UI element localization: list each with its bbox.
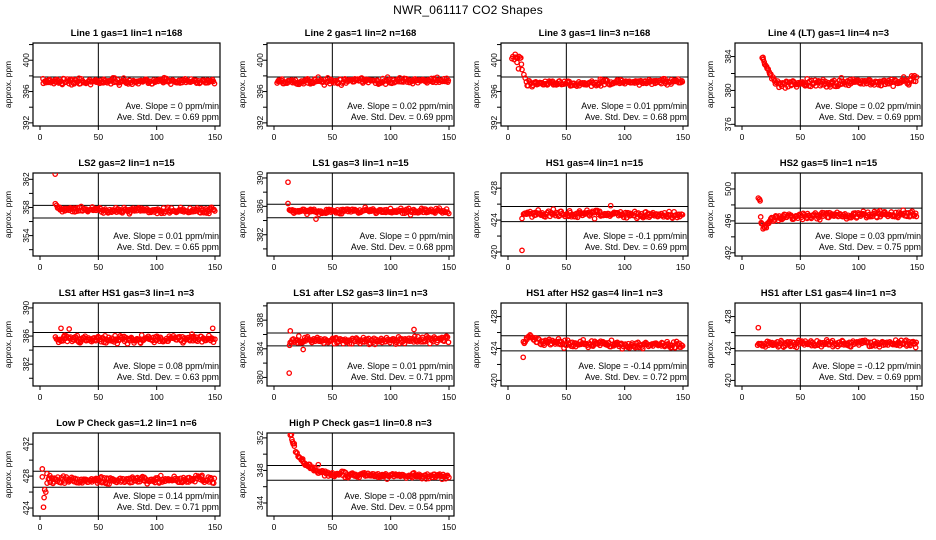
y-tick-label: 390 bbox=[255, 170, 265, 186]
outlier-point bbox=[759, 215, 763, 219]
x-tick-label: 100 bbox=[149, 392, 164, 402]
outlier-point bbox=[40, 467, 44, 471]
y-tick-label: 428 bbox=[489, 181, 499, 196]
y-axis-label: approx. ppm bbox=[705, 190, 715, 239]
x-tick-label: 50 bbox=[561, 132, 572, 142]
stddev-annotation: Ave. Std. Dev. = 0.69 ppm bbox=[818, 112, 921, 122]
subplot-svg bbox=[702, 150, 936, 280]
x-tick-label: 150 bbox=[675, 262, 691, 272]
y-tick-label: 432 bbox=[21, 437, 31, 452]
y-tick-label: 354 bbox=[21, 228, 31, 243]
subplot-3 bbox=[468, 20, 702, 150]
scatter-points bbox=[755, 326, 918, 350]
x-tick-label: 100 bbox=[617, 262, 632, 272]
stddev-annotation: Ave. Std. Dev. = 0.69 ppm bbox=[116, 112, 219, 122]
subplot-14 bbox=[234, 410, 468, 540]
x-tick-label: 0 bbox=[37, 262, 43, 272]
data-point bbox=[515, 60, 519, 64]
outlier-point bbox=[301, 347, 305, 351]
y-axis-label: approx. ppm bbox=[3, 190, 13, 239]
x-tick-label: 0 bbox=[271, 262, 277, 272]
y-tick-label: 382 bbox=[255, 227, 265, 242]
outlier-point bbox=[288, 329, 292, 333]
scatter-points bbox=[756, 196, 919, 231]
data-point bbox=[592, 217, 596, 221]
slope-annotation: Ave. Slope = 0.01 ppm/min bbox=[113, 231, 219, 241]
x-tick-label: 100 bbox=[149, 522, 164, 532]
y-axis-label: approx. ppm bbox=[471, 320, 481, 369]
y-tick-label: 428 bbox=[489, 309, 499, 324]
x-tick-label: 50 bbox=[561, 392, 572, 402]
y-axis-label: approx. ppm bbox=[3, 450, 13, 499]
y-tick-label: 400 bbox=[21, 53, 31, 68]
y-tick-label: 428 bbox=[723, 309, 733, 324]
stddev-annotation: Ave. Std. Dev. = 0.71 ppm bbox=[116, 502, 219, 512]
y-tick-label: 384 bbox=[255, 341, 265, 356]
subplot-8 bbox=[702, 150, 936, 280]
outlier-point bbox=[41, 505, 45, 509]
y-tick-label: 428 bbox=[21, 469, 31, 484]
slope-annotation: Ave. Slope = -0.08 ppm/min bbox=[344, 491, 453, 501]
x-tick-label: 100 bbox=[617, 392, 632, 402]
data-point bbox=[519, 62, 523, 66]
subplot-svg bbox=[234, 410, 468, 540]
subplot-5 bbox=[0, 150, 234, 280]
x-tick-label: 100 bbox=[851, 262, 866, 272]
subplot-title: LS1 after LS2 gas=3 lin=1 n=3 bbox=[293, 288, 428, 299]
slope-annotation: Ave. Slope = -0.14 ppm/min bbox=[578, 361, 687, 371]
subplot-10 bbox=[234, 280, 468, 410]
subplot-title: Line 1 gas=1 lin=1 n=168 bbox=[70, 28, 183, 39]
stddev-annotation: Ave. Std. Dev. = 0.69 ppm bbox=[584, 242, 687, 252]
outlier-point bbox=[59, 326, 63, 330]
y-tick-label: 492 bbox=[723, 245, 733, 260]
scatter-points bbox=[53, 326, 217, 346]
y-tick-label: 386 bbox=[255, 199, 265, 214]
subplot-title: LS2 gas=2 lin=1 n=15 bbox=[78, 158, 175, 169]
outlier-point bbox=[412, 327, 416, 331]
y-tick-label: 424 bbox=[723, 341, 733, 356]
x-tick-label: 150 bbox=[207, 392, 223, 402]
x-tick-label: 100 bbox=[383, 132, 398, 142]
slope-annotation: Ave. Slope = 0.01 ppm/min bbox=[581, 101, 687, 111]
outlier-point bbox=[520, 216, 524, 220]
subplot-7 bbox=[468, 150, 702, 280]
x-tick-label: 0 bbox=[739, 262, 745, 272]
subplot-svg bbox=[234, 20, 468, 150]
scatter-points bbox=[521, 333, 685, 360]
y-axis-label: approx. ppm bbox=[237, 190, 247, 239]
y-tick-label: 396 bbox=[255, 84, 265, 99]
x-tick-label: 0 bbox=[37, 392, 43, 402]
x-tick-label: 50 bbox=[93, 132, 104, 142]
subplot-4 bbox=[702, 20, 936, 150]
x-tick-label: 50 bbox=[327, 522, 338, 532]
y-axis-label: approx. ppm bbox=[3, 320, 13, 369]
x-tick-label: 0 bbox=[271, 522, 277, 532]
y-tick-label: 358 bbox=[21, 200, 31, 215]
y-tick-label: 388 bbox=[255, 313, 265, 328]
subplot-svg bbox=[234, 280, 468, 410]
scatter-points bbox=[53, 172, 217, 216]
y-tick-label: 352 bbox=[255, 430, 265, 445]
y-tick-label: 400 bbox=[489, 53, 499, 68]
y-tick-label: 396 bbox=[489, 84, 499, 99]
x-tick-label: 50 bbox=[93, 522, 104, 532]
y-tick-label: 382 bbox=[21, 357, 31, 372]
stddev-annotation: Ave. Std. Dev. = 0.68 ppm bbox=[350, 242, 453, 252]
x-tick-label: 0 bbox=[505, 262, 511, 272]
y-tick-label: 392 bbox=[255, 115, 265, 130]
y-axis-label: approx. ppm bbox=[705, 60, 715, 109]
x-tick-label: 50 bbox=[795, 262, 806, 272]
stddev-annotation: Ave. Std. Dev. = 0.75 ppm bbox=[818, 242, 921, 252]
subplot-title: Line 3 gas=1 lin=3 n=168 bbox=[538, 28, 651, 39]
x-tick-label: 150 bbox=[675, 392, 691, 402]
y-tick-label: 400 bbox=[255, 53, 265, 68]
outlier-point bbox=[42, 495, 46, 499]
y-tick-label: 420 bbox=[723, 373, 733, 388]
stddev-annotation: Ave. Std. Dev. = 0.65 ppm bbox=[116, 242, 219, 252]
subplot-svg bbox=[468, 20, 702, 150]
x-tick-label: 150 bbox=[909, 392, 925, 402]
x-tick-label: 100 bbox=[383, 262, 398, 272]
data-point bbox=[297, 334, 301, 338]
outlier-point bbox=[67, 327, 71, 331]
y-tick-label: 420 bbox=[489, 244, 499, 260]
y-axis-label: approx. ppm bbox=[237, 320, 247, 369]
slope-annotation: Ave. Slope = 0.02 ppm/min bbox=[815, 101, 921, 111]
y-tick-label: 390 bbox=[21, 300, 31, 316]
y-tick-label: 386 bbox=[21, 328, 31, 344]
outlier-point bbox=[40, 475, 44, 479]
slope-annotation: Ave. Slope = -0.1 ppm/min bbox=[583, 231, 687, 241]
x-tick-label: 150 bbox=[207, 132, 223, 142]
stddev-annotation: Ave. Std. Dev. = 0.63 ppm bbox=[116, 372, 219, 382]
x-tick-label: 50 bbox=[93, 262, 104, 272]
x-tick-label: 100 bbox=[383, 392, 398, 402]
stddev-annotation: Ave. Std. Dev. = 0.71 ppm bbox=[350, 372, 453, 382]
slope-annotation: Ave. Slope = 0.08 ppm/min bbox=[113, 361, 219, 371]
subplot-6 bbox=[234, 150, 468, 280]
y-tick-label: 496 bbox=[723, 213, 733, 228]
subplot-title: Line 2 gas=1 lin=2 n=168 bbox=[304, 28, 417, 39]
x-tick-label: 0 bbox=[271, 132, 277, 142]
x-tick-label: 50 bbox=[795, 132, 806, 142]
outlier-point bbox=[286, 201, 290, 205]
slope-annotation: Ave. Slope = 0.14 ppm/min bbox=[113, 491, 219, 501]
subplot-svg bbox=[0, 280, 234, 410]
x-tick-label: 150 bbox=[207, 522, 223, 532]
outlier-point bbox=[287, 371, 291, 375]
x-tick-label: 150 bbox=[441, 262, 457, 272]
y-tick-label: 396 bbox=[21, 84, 31, 99]
y-tick-label: 384 bbox=[723, 49, 733, 64]
stddev-annotation: Ave. Std. Dev. = 0.69 ppm bbox=[350, 112, 453, 122]
x-tick-label: 150 bbox=[441, 522, 457, 532]
x-tick-label: 0 bbox=[271, 392, 277, 402]
x-tick-label: 0 bbox=[505, 392, 511, 402]
y-axis-label: approx. ppm bbox=[237, 60, 247, 109]
stddev-annotation: Ave. Std. Dev. = 0.54 ppm bbox=[350, 502, 453, 512]
stddev-annotation: Ave. Std. Dev. = 0.68 ppm bbox=[584, 112, 687, 122]
subplot-title: HS1 after LS1 gas=4 lin=1 n=3 bbox=[760, 288, 897, 299]
y-tick-label: 392 bbox=[489, 115, 499, 130]
subplot-svg bbox=[0, 410, 234, 540]
x-tick-label: 100 bbox=[851, 392, 866, 402]
figure-title: NWR_061117 CO2 Shapes bbox=[393, 3, 543, 17]
outlier-point bbox=[316, 463, 320, 467]
subplot-svg bbox=[702, 280, 936, 410]
x-tick-label: 150 bbox=[675, 132, 691, 142]
x-tick-label: 50 bbox=[327, 392, 338, 402]
y-axis-label: approx. ppm bbox=[3, 60, 13, 109]
x-tick-label: 50 bbox=[327, 132, 338, 142]
subplot-title: HS1 gas=4 lin=1 n=15 bbox=[545, 158, 644, 169]
y-tick-label: 348 bbox=[255, 463, 265, 478]
subplot-title: Low P Check gas=1.2 lin=1 n=6 bbox=[56, 418, 197, 429]
x-tick-label: 0 bbox=[505, 132, 511, 142]
x-tick-label: 50 bbox=[795, 392, 806, 402]
subplot-2 bbox=[234, 20, 468, 150]
outlier-point bbox=[211, 326, 215, 330]
x-tick-label: 50 bbox=[561, 262, 572, 272]
subplot-12 bbox=[702, 280, 936, 410]
subplot-title: Line 4 (LT) gas=1 lin=4 n=3 bbox=[768, 28, 889, 39]
outlier-point bbox=[756, 326, 760, 330]
x-tick-label: 100 bbox=[617, 132, 632, 142]
scatter-points bbox=[510, 52, 685, 89]
subplot-svg bbox=[0, 20, 234, 150]
outlier-point bbox=[286, 180, 290, 184]
x-tick-label: 50 bbox=[327, 262, 338, 272]
scatter-points bbox=[760, 55, 919, 90]
x-tick-label: 0 bbox=[739, 132, 745, 142]
x-tick-label: 0 bbox=[37, 132, 43, 142]
subplot-title: LS1 after HS1 gas=3 lin=1 n=3 bbox=[58, 288, 195, 299]
y-axis-label: approx. ppm bbox=[705, 320, 715, 369]
y-tick-label: 380 bbox=[255, 370, 265, 385]
slope-annotation: Ave. Slope = 0 ppm/min bbox=[125, 101, 219, 111]
x-tick-label: 50 bbox=[93, 392, 104, 402]
x-tick-label: 100 bbox=[851, 132, 866, 142]
y-tick-label: 424 bbox=[21, 500, 31, 516]
subplot-title: High P Check gas=1 lin=0.8 n=3 bbox=[289, 418, 432, 429]
subplot-11 bbox=[468, 280, 702, 410]
x-tick-label: 100 bbox=[149, 132, 164, 142]
subplot-svg bbox=[0, 150, 234, 280]
y-axis-label: approx. ppm bbox=[471, 60, 481, 109]
subplot-svg bbox=[468, 280, 702, 410]
slope-annotation: Ave. Slope = -0.12 ppm/min bbox=[812, 361, 921, 371]
x-tick-label: 0 bbox=[37, 522, 43, 532]
y-tick-label: 420 bbox=[489, 373, 499, 388]
x-tick-label: 100 bbox=[149, 262, 164, 272]
slope-annotation: Ave. Slope = 0.03 ppm/min bbox=[815, 231, 921, 241]
outlier-point bbox=[609, 204, 613, 208]
subplot-title: LS1 gas=3 lin=1 n=15 bbox=[312, 158, 409, 169]
slope-annotation: Ave. Slope = 0.01 ppm/min bbox=[347, 361, 453, 371]
y-tick-label: 424 bbox=[489, 341, 499, 356]
scatter-points bbox=[286, 180, 451, 221]
x-tick-label: 150 bbox=[441, 132, 457, 142]
y-axis-label: approx. ppm bbox=[237, 450, 247, 499]
subplot-1 bbox=[0, 20, 234, 150]
subplot-9 bbox=[0, 280, 234, 410]
y-tick-label: 344 bbox=[255, 495, 265, 511]
subplot-13 bbox=[0, 410, 234, 540]
x-tick-label: 150 bbox=[909, 262, 925, 272]
x-tick-label: 150 bbox=[441, 392, 457, 402]
x-tick-label: 0 bbox=[739, 392, 745, 402]
x-tick-label: 150 bbox=[909, 132, 925, 142]
x-tick-label: 100 bbox=[383, 522, 398, 532]
y-tick-label: 424 bbox=[489, 212, 499, 228]
subplot-svg bbox=[468, 150, 702, 280]
y-axis-label: approx. ppm bbox=[471, 190, 481, 239]
outlier-point bbox=[521, 355, 525, 359]
y-tick-label: 392 bbox=[21, 115, 31, 130]
x-tick-label: 150 bbox=[207, 262, 223, 272]
stddev-annotation: Ave. Std. Dev. = 0.72 ppm bbox=[584, 372, 687, 382]
slope-annotation: Ave. Slope = 0.02 ppm/min bbox=[347, 101, 453, 111]
subplot-title: HS1 after HS2 gas=4 lin=1 n=3 bbox=[526, 288, 663, 299]
data-point bbox=[446, 340, 450, 344]
subplot-svg bbox=[702, 20, 936, 150]
stddev-annotation: Ave. Std. Dev. = 0.69 ppm bbox=[818, 372, 921, 382]
y-tick-label: 362 bbox=[21, 172, 31, 187]
subplot-title: HS2 gas=5 lin=1 n=15 bbox=[779, 158, 878, 169]
y-tick-label: 380 bbox=[723, 83, 733, 98]
outlier-point bbox=[520, 248, 524, 252]
y-tick-label: 500 bbox=[723, 181, 733, 197]
slope-annotation: Ave. Slope = 0 ppm/min bbox=[359, 231, 453, 241]
y-tick-label: 376 bbox=[723, 117, 733, 132]
subplot-svg bbox=[234, 150, 468, 280]
